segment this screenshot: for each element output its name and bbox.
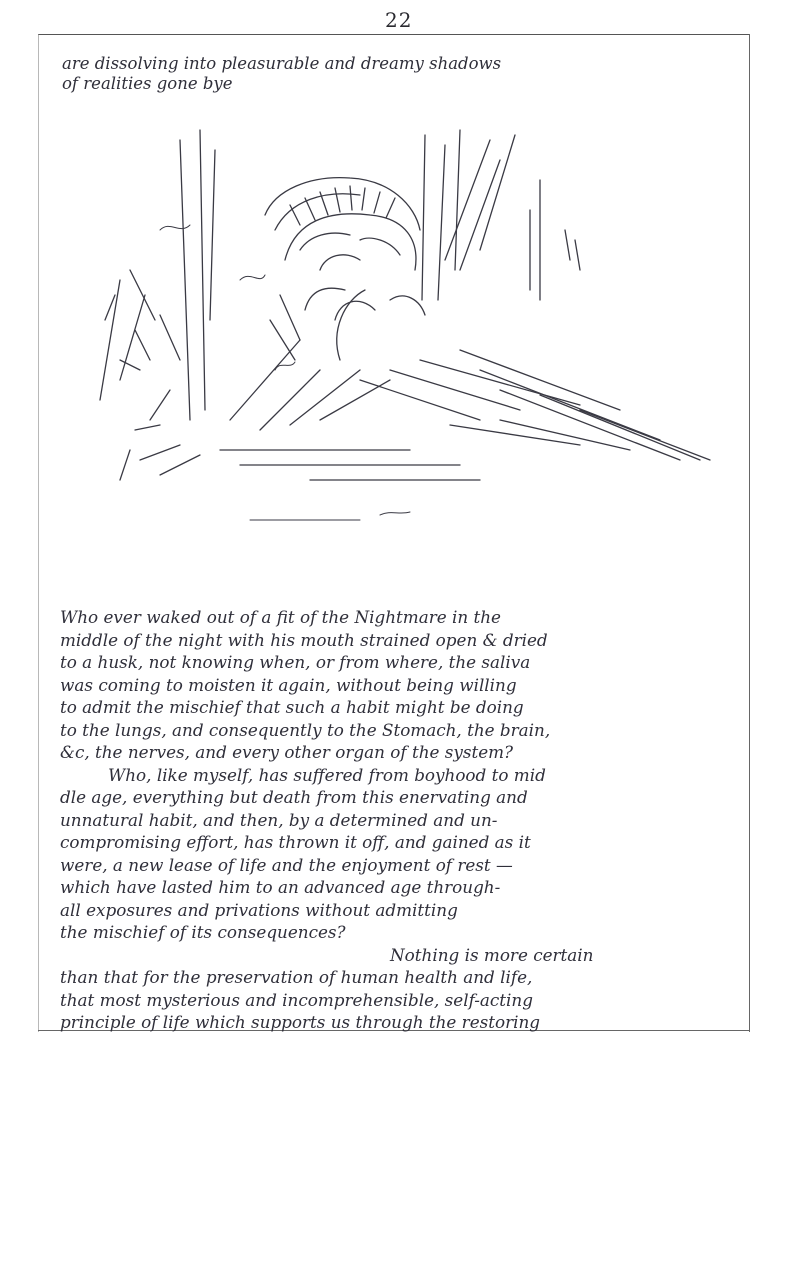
top-paragraph <box>62 54 501 94</box>
body-line: than that for the preservation of human health and life, <box>60 967 533 987</box>
body-line: which have lasted him to an advanced age through- <box>60 877 501 897</box>
body-line: all exposures and privations without admitting <box>60 899 458 920</box>
body-line: unnatural habit, and then, by a determined and un- <box>60 809 498 830</box>
body-line: middle of the night with his mouth strained open & dried <box>60 629 548 650</box>
page-number: 22 <box>385 8 413 32</box>
body-line: to admit the mischief that such a habit might be doing <box>60 697 524 717</box>
top-line: of realities gone bye <box>62 74 233 93</box>
sketch-illustration-icon <box>60 120 720 600</box>
frame-right-rule <box>749 34 750 1032</box>
body-line: dle age, everything but death from this enervating and <box>60 787 528 807</box>
body-line: compromising effort, has thrown it off, and gained as it <box>60 832 531 852</box>
frame-left-rule <box>38 34 39 1032</box>
frame-top-rule <box>38 34 750 35</box>
body-line: Who ever waked out of a fit of the Nightmare in the <box>60 607 501 627</box>
top-line: are dissolving into pleasurable and dreamy shadows <box>62 54 502 73</box>
body-line: principle of life which supports us through the restoring <box>60 1012 541 1032</box>
body-line: were, a new lease of life and the enjoyment of rest — <box>60 854 513 875</box>
body-line: Who, like myself, has suffered from boyhood to mid <box>108 764 546 785</box>
body-line: that most mysterious and incomprehensible, self-acting <box>60 989 533 1010</box>
body-line: the mischief of its consequences? <box>60 922 346 942</box>
body-line: Nothing is more certain <box>390 944 594 965</box>
body-paragraph <box>60 606 593 1034</box>
body-line: &c, the nerves, and every other organ of the system? <box>60 742 514 762</box>
body-line: was coming to moisten it again, without being willing <box>60 674 517 695</box>
body-line: to a husk, not knowing when, or from where, the saliva <box>60 652 531 672</box>
body-line: to the lungs, and consequently to the Stomach, the brain, <box>60 719 551 740</box>
